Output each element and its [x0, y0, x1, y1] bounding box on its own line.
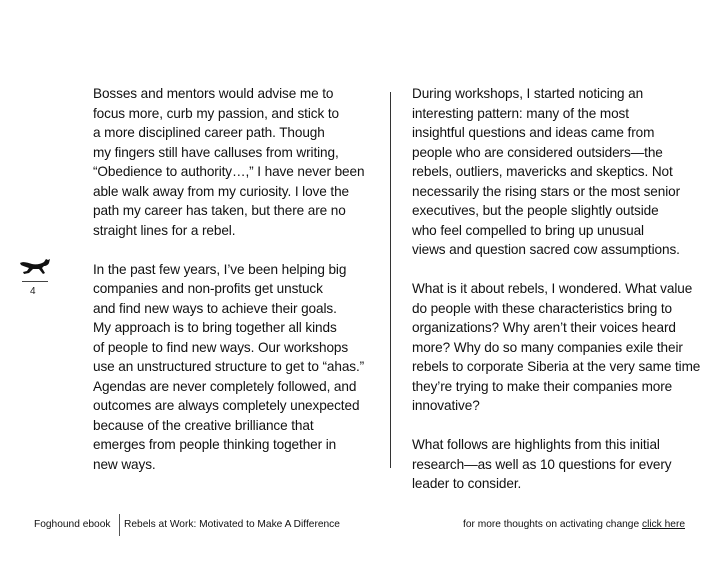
text-line: leader to consider.: [412, 476, 522, 491]
text-line: In the past few years, I’ve been helping big: [93, 261, 347, 277]
text-line: and find new ways to achieve their goals.: [93, 300, 337, 316]
right-column: [412, 84, 701, 494]
click-here-link[interactable]: click here: [641, 519, 685, 530]
text-line: who feel compelled to bring up unusual: [412, 222, 644, 238]
right-paragraph-1: [412, 84, 698, 260]
text-line: My approach is to bring together all kinds: [93, 320, 337, 335]
text-line: a more disciplined career path. Though: [93, 125, 325, 140]
text-line: views and question sacred cow assumptions.: [412, 242, 680, 257]
text-line: What follows are highlights from this initial: [412, 437, 660, 452]
footer-separator: [119, 514, 120, 536]
right-paragraph-3: [412, 435, 698, 494]
text-line: companies and non-profits get unstuck: [93, 281, 323, 296]
footer-ebook-title: Rebels at Work: Motivated to Make A Difference: [124, 519, 340, 530]
text-line: executives, but the people slightly outside: [412, 203, 659, 218]
text-line: focus more, curb my passion, and stick to: [93, 105, 339, 121]
text-line: they’re trying to make their companies more: [412, 378, 673, 394]
running-dog-icon: [18, 254, 52, 278]
text-line: because of the creative brilliance that: [93, 417, 314, 433]
text-line: rebels, outliers, mavericks and skeptics. Not: [412, 164, 673, 179]
text-line: new ways.: [93, 456, 156, 472]
left-paragraph-1: [93, 84, 373, 240]
text-line: outcomes are always completely unexpected: [93, 398, 360, 413]
text-line: of people to find new ways. Our workshops: [93, 339, 349, 355]
page-number: 4: [30, 286, 36, 297]
left-paragraph-2: [93, 260, 373, 475]
text-line: people who are considered outsiders—the: [412, 144, 663, 160]
page-number-rule: [22, 281, 48, 282]
left-column: [93, 84, 373, 474]
text-line: Agendas are never completely followed, and: [93, 378, 357, 394]
text-line: research—as well as 10 questions for every: [412, 456, 672, 472]
text-line: do people with these characteristics bring to: [412, 300, 672, 316]
text-line: insightful questions and ideas came from: [412, 125, 655, 140]
text-line: What is it about rebels, I wondered. What value: [412, 281, 693, 296]
right-paragraph-2: [412, 279, 701, 416]
text-line: use an unstructured structure to get to “ahas.”: [93, 359, 365, 374]
text-line: organizations? Why aren’t their voices heard: [412, 320, 676, 335]
text-line: more? Why do so many companies exile their: [412, 339, 683, 355]
text-line: Bosses and mentors would advise me to: [93, 86, 334, 101]
text-line: path my career has taken, but there are no: [93, 203, 346, 218]
text-line: During workshops, I started noticing an: [412, 86, 644, 101]
text-line: straight lines for a rebel.: [93, 222, 236, 238]
column-divider: [390, 92, 391, 468]
text-line: innovative?: [412, 398, 480, 413]
text-line: my fingers still have calluses from writing,: [93, 144, 339, 160]
footer-cta: [463, 519, 685, 530]
text-line: able walk away from my curiosity. I love the: [93, 183, 349, 199]
text-line: rebels to corporate Siberia at the very same time: [412, 359, 701, 374]
footer-cta-text: for more thoughts on activating change: [463, 519, 642, 530]
text-line: “Obedience to authority…,” I have never been: [93, 164, 365, 179]
text-line: interesting pattern: many of the most: [412, 105, 629, 121]
footer-brand: Foghound ebook: [34, 519, 111, 530]
text-line: necessarily the rising stars or the most senior: [412, 183, 681, 199]
text-line: emerges from people thinking together in: [93, 437, 337, 452]
